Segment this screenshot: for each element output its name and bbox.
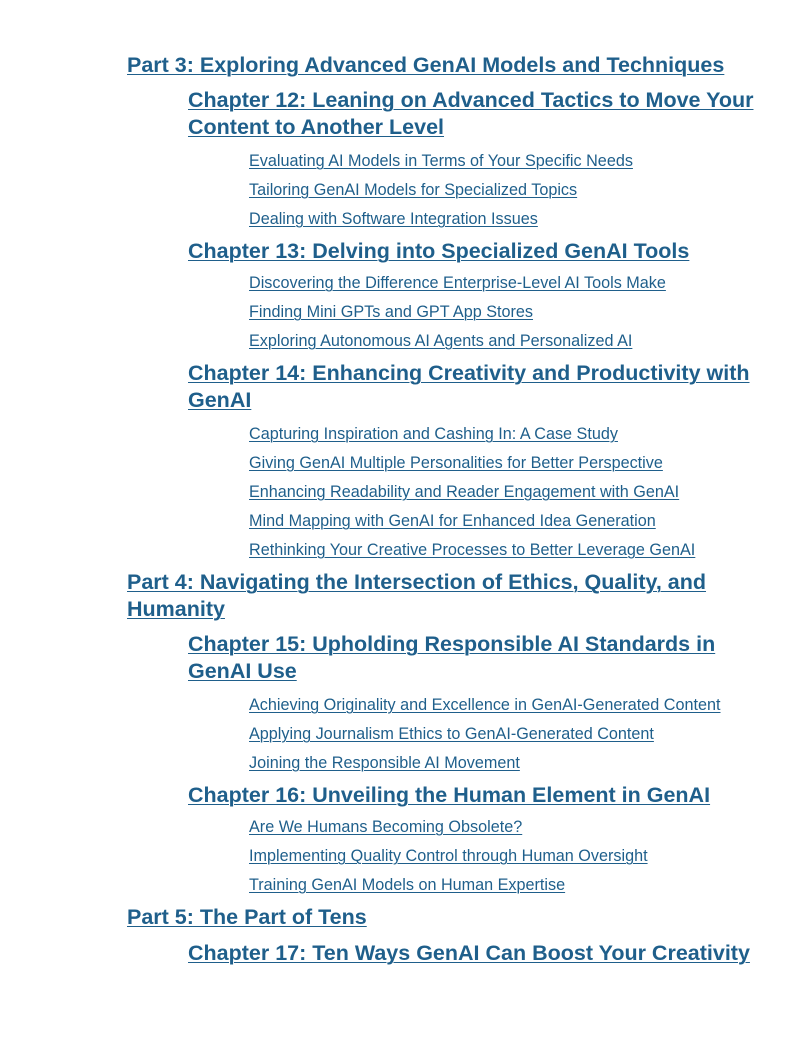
table-of-contents <box>0 52 803 967</box>
toc-chapter-link[interactable]: Chapter 12: Leaning on Advanced Tactics to Move Your Content to Another Level <box>188 88 754 139</box>
toc-section-link[interactable]: Evaluating AI Models in Terms of Your Specific Needs <box>249 152 633 170</box>
toc-section-link[interactable]: Capturing Inspiration and Cashing In: A Case Study <box>249 425 618 443</box>
toc-section-link[interactable]: Exploring Autonomous AI Agents and Personalized AI <box>249 332 633 350</box>
toc-chapter-link[interactable]: Chapter 13: Delving into Specialized GenAI Tools <box>188 239 690 263</box>
toc-chapter-link[interactable]: Chapter 14: Enhancing Creativity and Productivity with GenAI <box>188 361 750 412</box>
toc-section-link[interactable]: Dealing with Software Integration Issues <box>249 210 538 228</box>
toc-section-link[interactable]: Mind Mapping with GenAI for Enhanced Idea Generation <box>249 512 656 530</box>
toc-section-link[interactable]: Finding Mini GPTs and GPT App Stores <box>249 303 534 321</box>
toc-section-link[interactable]: Training GenAI Models on Human Expertise <box>249 876 566 894</box>
toc-section-link[interactable]: Discovering the Difference Enterprise-Level AI Tools Make <box>249 274 666 292</box>
toc-section-link[interactable]: Implementing Quality Control through Human Oversight <box>249 847 648 865</box>
toc-chapter-link[interactable]: Chapter 17: Ten Ways GenAI Can Boost Your Creativity <box>188 941 750 965</box>
toc-section-link[interactable]: Joining the Responsible AI Movement <box>249 754 520 772</box>
toc-part-link[interactable]: Part 4: Navigating the Intersection of Ethics, Quality, and Humanity <box>127 570 707 621</box>
toc-section-link[interactable]: Giving GenAI Multiple Personalities for Better Perspective <box>249 454 663 472</box>
toc-part-link[interactable]: Part 5: The Part of Tens <box>127 905 367 929</box>
toc-section-link[interactable]: Rethinking Your Creative Processes to Better Leverage GenAI <box>249 541 696 559</box>
toc-section-link[interactable]: Tailoring GenAI Models for Specialized Topics <box>249 181 578 199</box>
toc-part-link[interactable]: Part 3: Exploring Advanced GenAI Models and Techniques <box>127 53 725 77</box>
toc-section-link[interactable]: Enhancing Readability and Reader Engagement with GenAI <box>249 483 680 501</box>
toc-chapter-link[interactable]: Chapter 15: Upholding Responsible AI Standards in GenAI Use <box>188 632 716 683</box>
toc-section-link[interactable]: Applying Journalism Ethics to GenAI-Generated Content <box>249 725 654 743</box>
toc-chapter-link[interactable]: Chapter 16: Unveiling the Human Element in GenAI <box>188 783 711 807</box>
toc-section-link[interactable]: Are We Humans Becoming Obsolete? <box>249 818 523 836</box>
toc-section-link[interactable]: Achieving Originality and Excellence in GenAI-Generated Content <box>249 696 721 714</box>
